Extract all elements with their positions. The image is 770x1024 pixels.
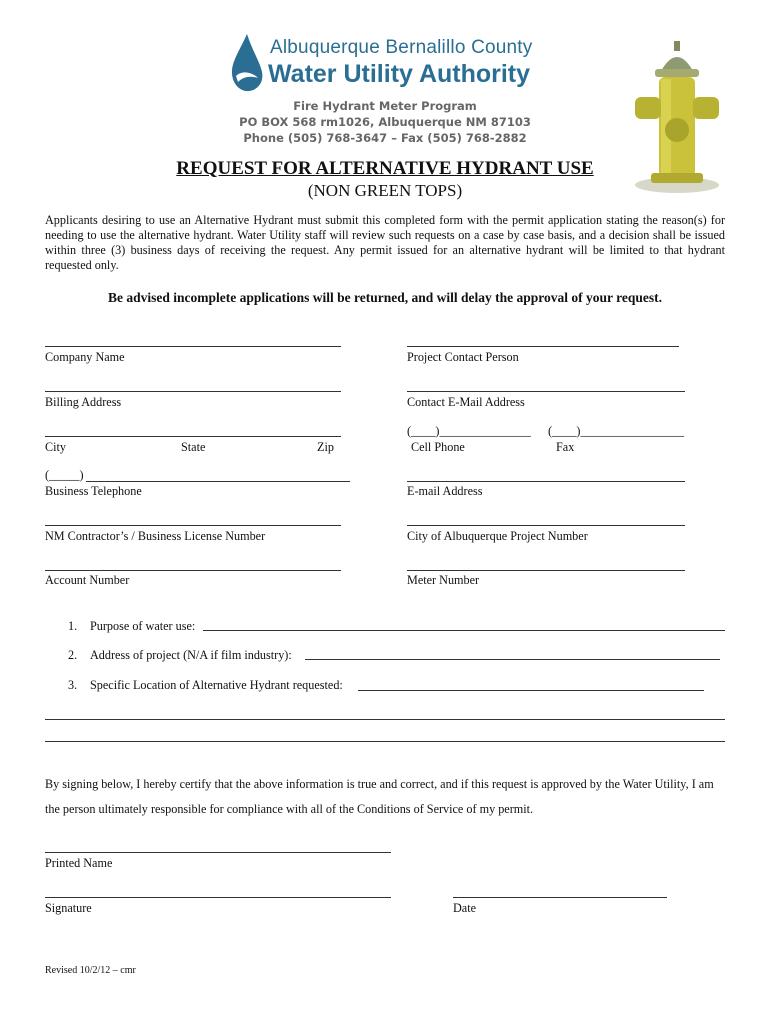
fax-label: Fax xyxy=(556,440,575,454)
question-3-number: 3. xyxy=(68,678,78,692)
project-contact-field[interactable] xyxy=(407,346,679,347)
program-phone: Phone (505) 768-3647 – Fax (505) 768-2882 xyxy=(243,131,527,145)
question-3-label: Specific Location of Alternative Hydrant requested: xyxy=(90,678,343,692)
question-2-label: Address of project (N/A if film industry): xyxy=(90,648,292,662)
revision-note: Revised 10/2/12 – cmr xyxy=(45,965,136,976)
intro-paragraph: Applicants desiring to use an Alternative Hydrant must submit this completed form with the permit application stating the reason(s) for needing to use the alternative hydrant. Water Utility staff will review such requests on a case by case basis, and a decision shall be issued within three (3) business days of receiving the request. Any permit issued for an alternative hydrant will be limited to that hydrant requested only. xyxy=(45,213,725,272)
license-number-field[interactable] xyxy=(45,525,341,526)
signature-field[interactable] xyxy=(45,897,391,898)
state-label: State xyxy=(181,440,206,454)
cell-phone-field[interactable]: (____)_______________ xyxy=(407,424,531,438)
additional-line-1[interactable] xyxy=(45,719,725,720)
meter-number-field[interactable] xyxy=(407,570,685,571)
business-telephone-field[interactable] xyxy=(86,481,350,482)
account-number-field[interactable] xyxy=(45,570,341,571)
hydrant-location-field[interactable] xyxy=(358,690,704,691)
email-address-field[interactable] xyxy=(407,481,685,482)
business-telephone-prefix: (_____) xyxy=(45,468,84,482)
business-telephone-label: Business Telephone xyxy=(45,484,142,498)
company-name-label: Company Name xyxy=(45,350,125,364)
additional-line-2[interactable] xyxy=(45,741,725,742)
email-address-label: E-mail Address xyxy=(407,484,483,498)
contact-email-field[interactable] xyxy=(407,391,685,392)
city-project-number-field[interactable] xyxy=(407,525,685,526)
question-1-label: Purpose of water use: xyxy=(90,619,196,633)
project-address-field[interactable] xyxy=(305,659,720,660)
billing-address-field[interactable] xyxy=(45,391,341,392)
date-field[interactable] xyxy=(453,897,667,898)
meter-number-label: Meter Number xyxy=(407,573,480,587)
water-drop-icon xyxy=(228,32,266,94)
signature-label: Signature xyxy=(45,901,92,915)
printed-name-field[interactable] xyxy=(45,852,391,853)
org-name-line2: Water Utility Authority xyxy=(268,60,531,88)
license-number-label: NM Contractor’s / Business License Number xyxy=(45,529,266,543)
printed-name-label: Printed Name xyxy=(45,856,113,870)
advise-notice: Be advised incomplete applications will be returned, and will delay the approval of your request. xyxy=(107,290,663,305)
fax-field[interactable]: (____)_________________ xyxy=(548,424,685,438)
question-1-number: 1. xyxy=(68,619,78,633)
date-label: Date xyxy=(453,901,477,915)
program-name: Fire Hydrant Meter Program xyxy=(293,99,477,113)
billing-address-label: Billing Address xyxy=(45,395,122,409)
purpose-of-water-use-field[interactable] xyxy=(203,630,725,631)
project-contact-label: Project Contact Person xyxy=(407,350,519,364)
certification-statement: By signing below, I hereby certify that the above information is true and correct, and if this request is approved by the Water Utility, I am the person ultimately responsible for compliance with all of the Conditions of Service of my permit. xyxy=(45,777,714,816)
city-label: City xyxy=(45,440,66,454)
city-state-zip-field[interactable] xyxy=(45,436,341,437)
zip-label: Zip xyxy=(317,440,334,454)
program-address: PO BOX 568 rm1026, Albuquerque NM 87103 xyxy=(239,115,531,129)
account-number-label: Account Number xyxy=(45,573,130,587)
city-project-number-label: City of Albuquerque Project Number xyxy=(407,529,588,543)
question-2-number: 2. xyxy=(68,648,78,662)
form-subtitle: (NON GREEN TOPS) xyxy=(307,181,463,200)
contact-email-label: Contact E-Mail Address xyxy=(407,395,525,409)
cell-phone-label: Cell Phone xyxy=(411,440,465,454)
org-name-line1: Albuquerque Bernalillo County xyxy=(270,37,533,58)
form-title: REQUEST FOR ALTERNATIVE HYDRANT USE xyxy=(176,158,594,179)
company-name-field[interactable] xyxy=(45,346,341,347)
